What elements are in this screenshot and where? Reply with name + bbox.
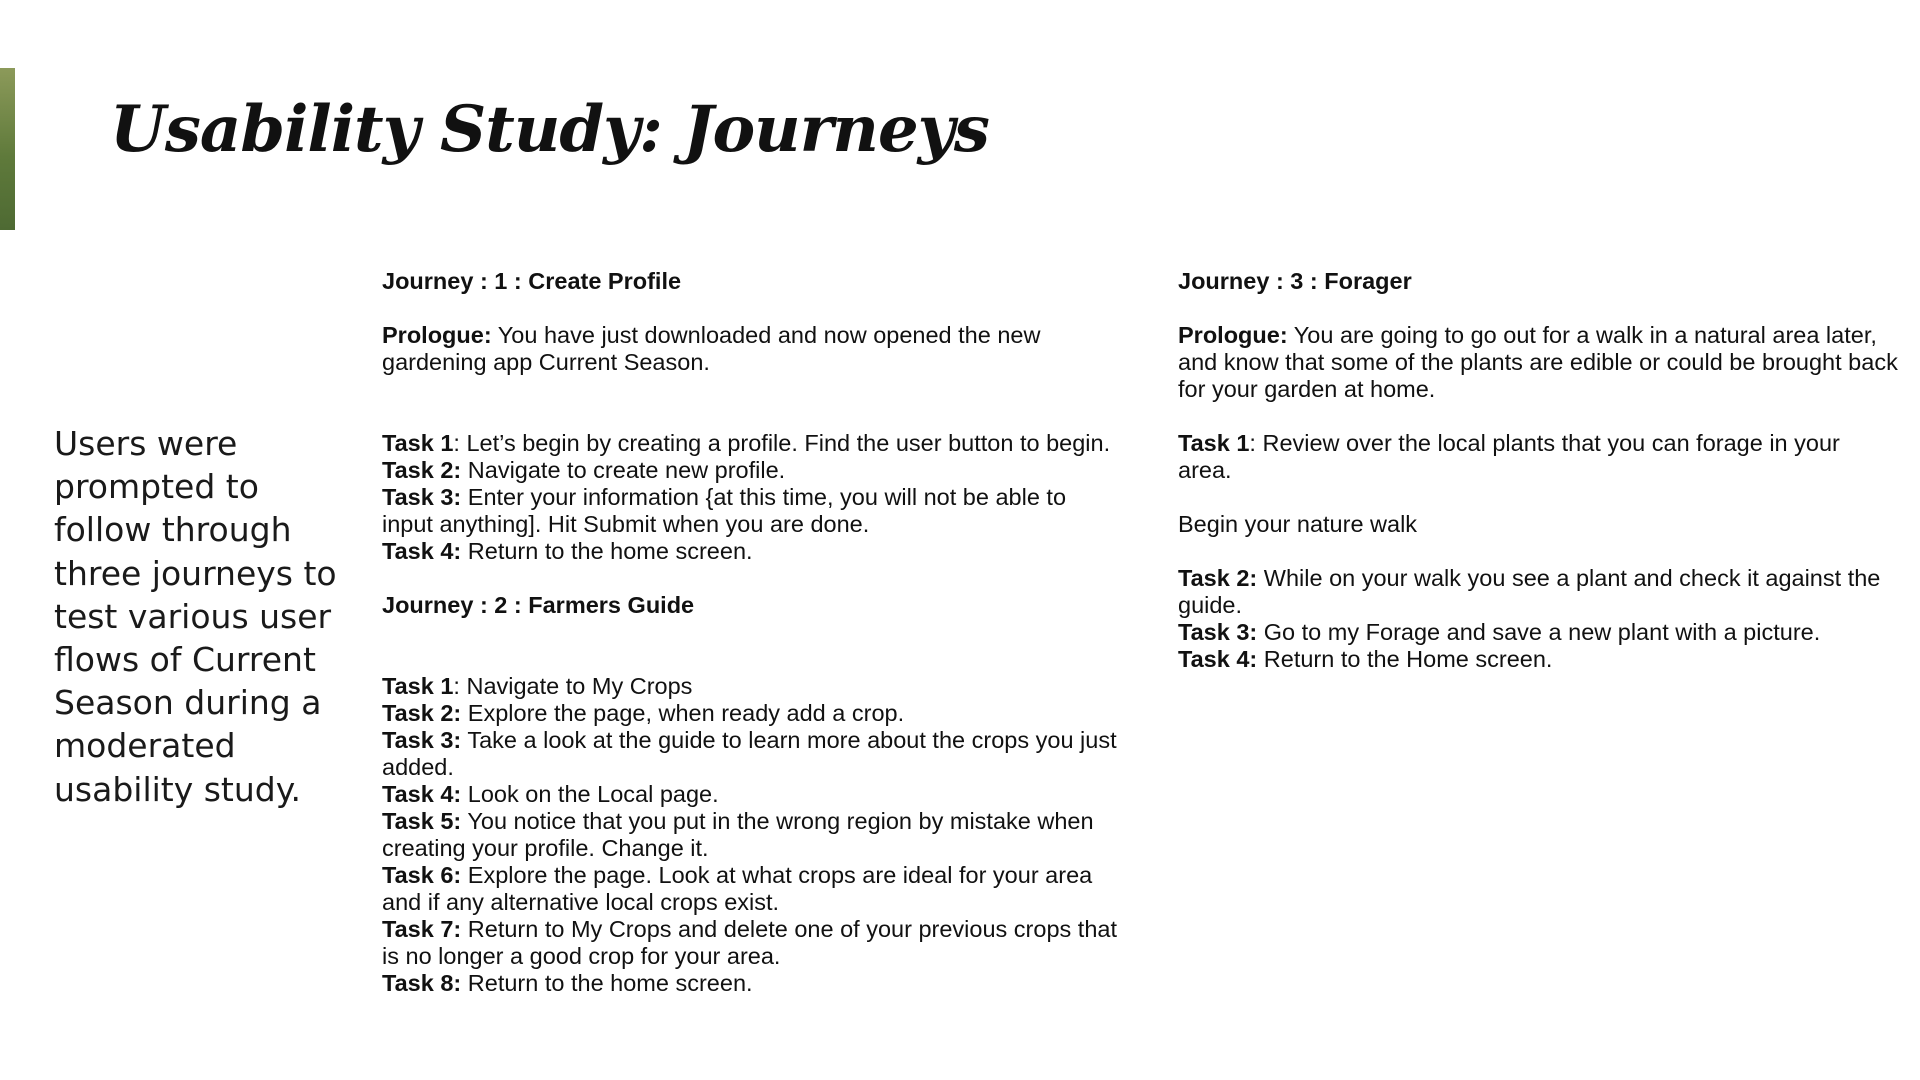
journey-3-task-1 <box>1178 430 1898 484</box>
journey-2-task-7 <box>382 916 1122 970</box>
task-label: Task 1 <box>382 673 454 699</box>
prologue-text: You are going to go out for a walk in a natural area later, and know that some of the plants are edible or could be brought back for your garden at home. <box>1178 322 1898 402</box>
journey-3-heading: Journey : 3 : Forager <box>1178 268 1412 294</box>
journey-1-task-2 <box>382 457 1122 484</box>
task-text: Take a look at the guide to learn more about the crops you just added. <box>382 727 1117 780</box>
task-text: Go to my Forage and save a new plant with a picture. <box>1257 619 1821 645</box>
task-label: Task 5: <box>382 808 462 834</box>
task-text: Return to the home screen. <box>461 538 753 564</box>
task-label: Task 4: <box>1178 646 1258 672</box>
journey-3-prologue <box>1178 322 1898 403</box>
journey-2-heading: Journey : 2 : Farmers Guide <box>382 592 695 618</box>
journey-1-task-3 <box>382 484 1122 538</box>
task-text: Return to the home screen. <box>461 970 753 996</box>
journey-2-task-4 <box>382 781 1122 808</box>
journey-3-task-2 <box>1178 565 1898 619</box>
task-label: Task 1 <box>382 430 454 456</box>
task-label: Task 4: <box>382 538 462 564</box>
task-text: While on your walk you see a plant and check it against the guide. <box>1178 565 1881 618</box>
task-label: Task 8: <box>382 970 462 996</box>
task-text: Explore the page, when ready add a crop. <box>461 700 905 726</box>
journey-1-heading: Journey : 1 : Create Profile <box>382 268 682 294</box>
journeys-column-left <box>382 268 1122 997</box>
task-text: : Review over the local plants that you can forage in your area. <box>1178 430 1840 483</box>
journey-1-prologue <box>382 322 1122 376</box>
journey-2-task-1 <box>382 673 1122 700</box>
prologue-label: Prologue: <box>1178 322 1288 348</box>
task-label: Task 2: <box>382 457 462 483</box>
task-text: : Navigate to My Crops <box>453 673 693 699</box>
task-label: Task 3: <box>1178 619 1258 645</box>
journey-1-task-1 <box>382 430 1122 457</box>
journey-2-task-2 <box>382 700 1122 727</box>
task-label: Task 1 <box>1178 430 1250 456</box>
task-label: Task 7: <box>382 916 462 942</box>
task-text: Enter your information {at this time, you will not be able to input anything]. Hit Submit when you are done. <box>382 484 1067 537</box>
task-text: Return to My Crops and delete one of your previous crops that is no longer a good crop for your area. <box>382 916 1117 969</box>
task-text: Look on the Local page. <box>461 781 719 807</box>
task-label: Task 6: <box>382 862 462 888</box>
task-label: Task 4: <box>382 781 462 807</box>
intro-text: Users were prompted to follow through three journeys to test various user flows of Current Season during a moderated usability study. <box>54 424 337 809</box>
task-label: Task 3: <box>382 727 462 753</box>
journey-2-task-3 <box>382 727 1122 781</box>
task-label: Task 3: <box>382 484 462 510</box>
page-title: Usability Study: Journeys <box>110 92 989 167</box>
journey-2-task-5 <box>382 808 1122 862</box>
task-text: Navigate to create new profile. <box>461 457 786 483</box>
prologue-text: You have just downloaded and now opened the new gardening app Current Season. <box>382 322 1041 375</box>
journey-1-task-4 <box>382 538 1122 565</box>
prologue-label: Prologue: <box>382 322 492 348</box>
accent-bar <box>0 68 15 230</box>
task-text: Return to the Home screen. <box>1257 646 1553 672</box>
task-text: : Let’s begin by creating a profile. Find the user button to begin. <box>453 430 1111 456</box>
task-label: Task 2: <box>382 700 462 726</box>
journey-3-task-4 <box>1178 646 1898 673</box>
journey-3-task-3 <box>1178 619 1898 646</box>
journey-2-task-6 <box>382 862 1122 916</box>
task-label: Task 2: <box>1178 565 1258 591</box>
journey-2-task-8 <box>382 970 1122 997</box>
task-text: You notice that you put in the wrong region by mistake when creating your profile. Change it. <box>382 808 1094 861</box>
journeys-column-right <box>1178 268 1898 673</box>
journey-3-begin-walk: Begin your nature walk <box>1178 511 1418 537</box>
task-text: Explore the page. Look at what crops are ideal for your area and if any alternative local crops exist. <box>382 862 1093 915</box>
